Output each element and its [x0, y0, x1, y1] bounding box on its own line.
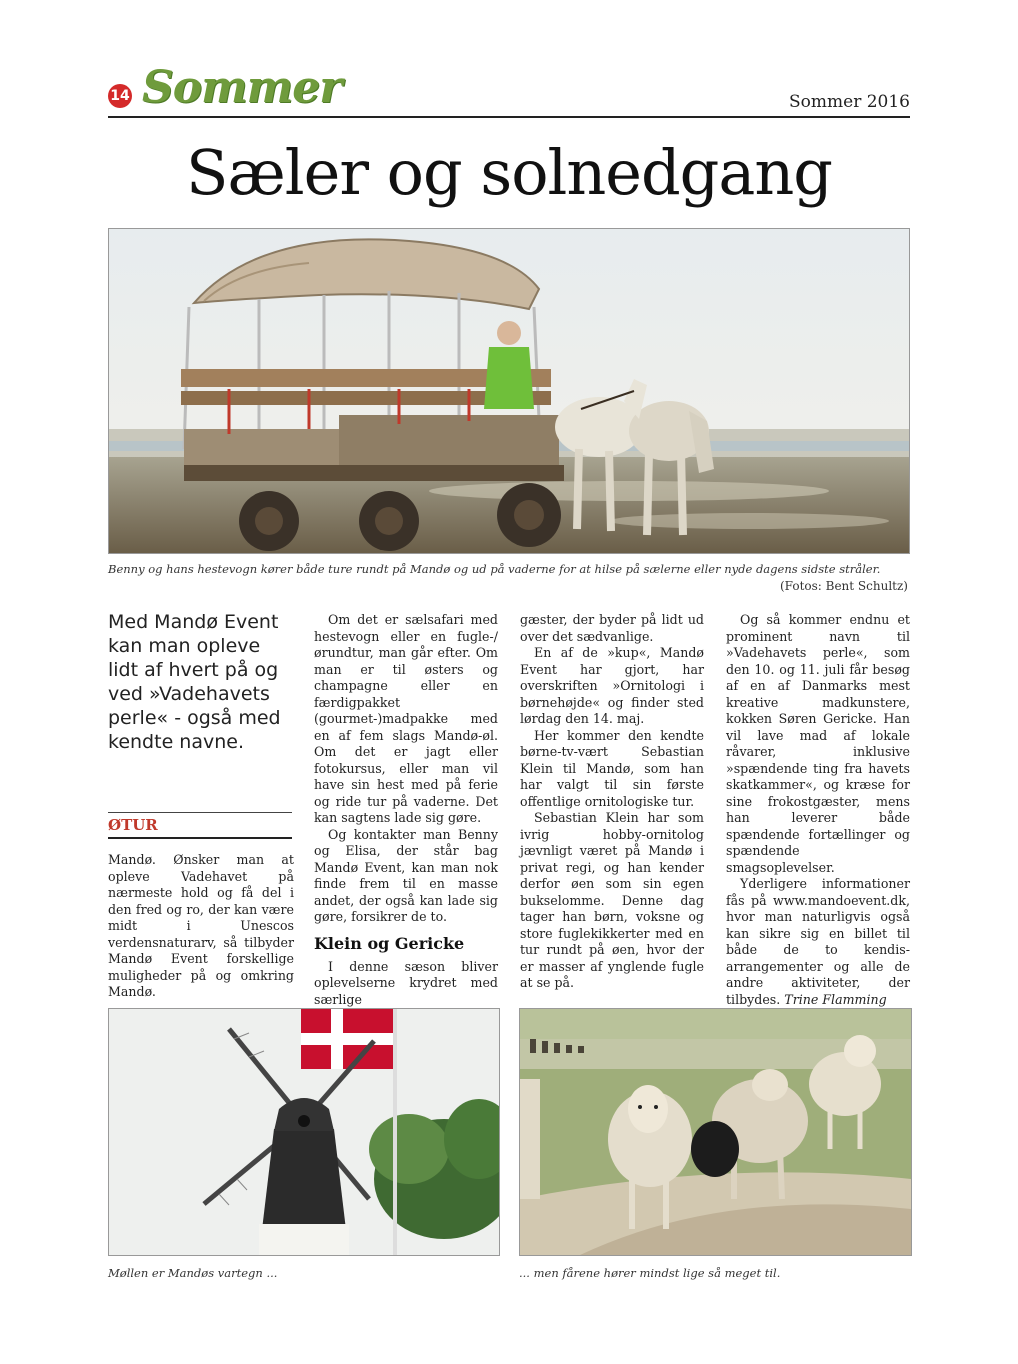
sheep-caption: ... men fårene hører mindst lige så meget til. — [519, 1266, 781, 1280]
paragraph: Om det er sælsafari med hestevogn eller en fugle-/ørundtur, man går efter. Om man er til østers og champagne eller en færdigpakket (gourmet-)madpakke med en af fem slags Mandø-øl. Om det er jagt eller fotokursus, eller man vil have sin hest med på ferie og ride tur på vaderne. Det kan sagtens lade sig gøre. — [314, 612, 498, 825]
photo-credit: (Fotos: Bent Schultz) — [780, 579, 908, 593]
paragraph: En af de »kup«, Mandø Event har gjort, har overskriften »Ornitologi i børnehøjde« og finder sted lørdag den 14. maj. — [520, 645, 704, 726]
subheading: Klein og Gericke — [314, 933, 465, 953]
windmill-caption: Møllen er Mandøs vartegn ... — [108, 1266, 278, 1280]
windmill-photo — [108, 1008, 500, 1256]
main-photo-caption: Benny og hans hestevogn kører både ture rundt på Mandø og ud på vaderne for at hilse på sælerne eller nyde dagens sidste stråler. — [108, 562, 881, 576]
section-logo: Sommer — [142, 62, 342, 113]
paragraph-text: Yderligere informationer fås på www.mandoevent.dk, hvor man naturligvis også kan sikre sig en billet til både de to kendis-arrangementer og alle de andre aktiviteter, der tilbydes. — [726, 876, 910, 1007]
column-1 — [108, 852, 294, 1001]
page-number: 14 — [108, 84, 132, 108]
sheep-photo — [519, 1008, 912, 1256]
paragraph: gæster, der byder på lidt ud over det sædvanlige. — [520, 612, 704, 644]
main-photo — [108, 228, 910, 554]
column-2 — [314, 612, 498, 1008]
sheep-illustration — [520, 1009, 911, 1255]
issue-label: Sommer 2016 — [789, 92, 910, 112]
paragraph — [726, 876, 910, 1008]
windmill-illustration — [109, 1009, 499, 1255]
paragraph: Her kommer den kendte børne-tv-vært Sebastian Klein til Mandø, som han har valgt til sin første offentlige ornitologiske tur. — [520, 727, 704, 809]
headline: Sæler og solnedgang — [186, 136, 832, 209]
paragraph: Mandø. Ønsker man at opleve Vadehavet på nærmeste hold og få del i den fred og ro, der kan være midt i Unescos verdensnaturarv, så tilbyder Mandø Event forskellige muligheder på og omkring Mandø. — [108, 852, 294, 999]
author-name: Trine Flamming — [784, 991, 887, 1007]
column-3 — [520, 612, 704, 992]
section-rule-top — [108, 812, 292, 813]
paragraph: Sebastian Klein har som ivrig hobby-ornitolog jævnligt været på Mandø i privat regi, og han kender derfor øen som sin egen bukselomme. Denne dag tager han børn, voksne og store fuglekikkerter med en tur rundt på øen, hvor der er masser af ynglende fugle at se på. — [520, 810, 704, 990]
paragraph: I denne sæson bliver oplevelserne krydret med særlige — [314, 958, 498, 1007]
header-rule — [108, 116, 910, 118]
lead-paragraph: Med Mandø Event kan man opleve lidt af hvert på og ved »Vadehavets perle« - også med kendte navne. — [108, 611, 281, 753]
paragraph: Og så kommer endnu et prominent navn til »Vadehavets perle«, som den 10. og 11. juli får besøg af en af Danmarks mest kreative madkunstere, kokken Søren Gericke. Han vil lave mad af lokale råvarer, inklusive »spændende ting fra havets skatkammer«, og kræse for sine frokostgæster, mens han leverer både spændende fortællinger og spændende smagsoplevelser. — [726, 612, 910, 875]
section-tag: ØTUR — [108, 816, 158, 834]
paragraph: Og kontakter man Benny og Elisa, der står bag Mandø Event, kan man nok finde frem til en masse andet, der også kan lade sig gøre, forsikrer de to. — [314, 826, 498, 924]
column-4 — [726, 612, 910, 1025]
carriage-illustration — [109, 229, 909, 553]
section-rule-bottom — [108, 837, 292, 839]
